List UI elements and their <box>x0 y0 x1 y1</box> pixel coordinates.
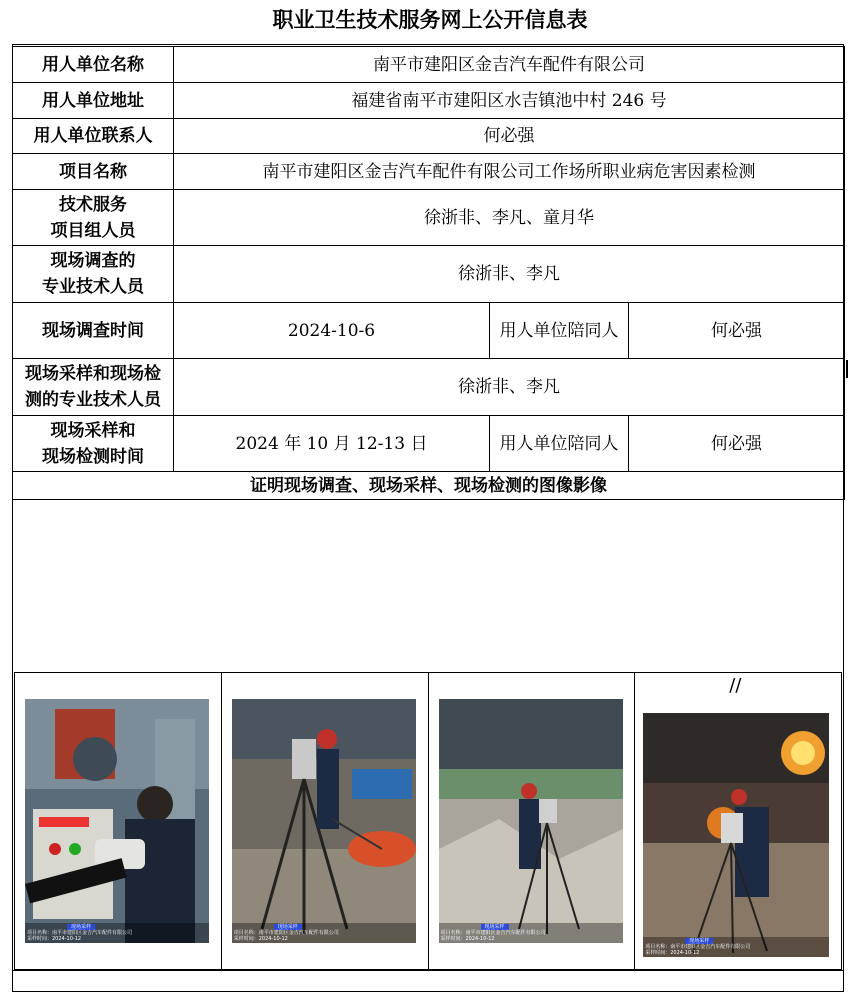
photo-cell-3 <box>429 673 636 969</box>
photo-3-tag: 现场采样 <box>481 924 509 930</box>
survey-staff-value: 徐浙非、李凡 <box>174 246 845 303</box>
photo-3-graphic <box>439 699 623 943</box>
photo-3-caption <box>439 923 623 943</box>
photo-4-caption-line2: 采样时间：2024-10-12 <box>645 950 700 956</box>
unit-contact-label: 用人单位联系人 <box>13 119 174 154</box>
survey-accompany-value: 何必强 <box>629 303 845 359</box>
images-header: 证明现场调查、现场采样、现场检测的图像影像 <box>13 472 845 500</box>
photo-2-caption-line2: 采样时间：2024-10-12 <box>233 936 288 942</box>
photo-3-caption-line2: 采样时间：2024-10-12 <box>440 936 495 942</box>
row-project-name <box>13 154 845 190</box>
team-value: 徐浙非、李凡、童月华 <box>174 190 845 246</box>
project-name-label: 项目名称 <box>13 154 174 190</box>
photo-1-caption-line2: 采样时间：2024-10-12 <box>27 936 82 942</box>
row-images-header <box>13 472 845 500</box>
survey-staff-label-line1: 现场调查的 <box>50 251 136 271</box>
photo-4-caption <box>643 937 829 957</box>
sampling-staff-value: 徐浙非、李凡 <box>174 359 845 416</box>
site-photo-2 <box>232 699 416 943</box>
unit-address-label: 用人单位地址 <box>13 83 174 119</box>
photo-4-caption-line1: 项目名称：南平市建阳区金吉汽车配件有限公司 <box>645 944 751 950</box>
row-unit-address <box>13 83 845 119</box>
team-label <box>13 190 174 246</box>
unit-contact-value: 何必强 <box>174 119 845 154</box>
photo-2-graphic <box>232 699 416 943</box>
page-title: 职业卫生技术服务网上公开信息表 <box>272 8 588 32</box>
team-label-line2: 项目组人员 <box>50 220 136 241</box>
row-unit-contact <box>13 119 845 154</box>
row-team <box>13 190 845 246</box>
survey-staff-label <box>13 246 174 303</box>
photo-1-tag: 现场采样 <box>67 924 95 930</box>
bottom-rule <box>12 970 844 971</box>
team-label-line1: 技术服务 <box>59 194 127 215</box>
photo-cell-1 <box>15 673 222 969</box>
info-table <box>12 46 845 500</box>
photo-4-tag: 现场采样 <box>685 938 713 944</box>
sampling-time-label <box>13 416 174 472</box>
photo-1-caption-line1: 项目名称：南平市建阳区金吉汽车配件有限公司 <box>27 930 133 936</box>
photo-cell-2 <box>222 673 429 969</box>
sampling-time-label-line1: 现场采样和 <box>50 420 136 441</box>
sampling-staff-label <box>13 359 174 416</box>
unit-name-label: 用人单位名称 <box>13 47 174 83</box>
project-name-value: 南平市建阳区金吉汽车配件有限公司工作场所职业病危害因素检测 <box>174 154 845 190</box>
photo-1-graphic <box>25 699 209 943</box>
survey-time-label: 现场调查时间 <box>13 303 174 359</box>
sampling-accompany-label: 用人单位陪同人 <box>490 416 629 472</box>
blank-image-area <box>12 500 844 672</box>
site-photo-3 <box>439 699 623 943</box>
survey-time-value: 2024-10-6 <box>174 303 490 359</box>
row-sampling-time <box>13 416 845 472</box>
sampling-staff-label-line2: 测的专业技术人员 <box>25 390 161 410</box>
site-photo-1 <box>25 699 209 943</box>
site-photo-4 <box>643 713 829 957</box>
sampling-time-label-line2: 现场检测时间 <box>42 446 144 467</box>
row-unit-name <box>13 47 845 83</box>
unit-address-value: 福建省南平市建阳区水吉镇池中村 246 号 <box>174 83 845 119</box>
photo-2-caption-line1: 项目名称：南平市建阳区金吉汽车配件有限公司 <box>233 930 339 936</box>
row-survey-time <box>13 303 845 359</box>
sampling-staff-label-line1: 现场采样和现场检 <box>25 364 161 384</box>
photo-cell-4 <box>635 673 841 969</box>
photo-4-graphic <box>643 713 829 957</box>
sampling-time-value: 2024 年 10 月 12-13 日 <box>174 416 490 472</box>
photo-2-tag: 现场采样 <box>274 924 302 930</box>
photo-2-caption <box>232 923 416 943</box>
photo-strip <box>14 672 842 970</box>
sampling-accompany-value: 何必强 <box>629 416 845 472</box>
survey-staff-label-line2: 专业技术人员 <box>42 277 144 297</box>
photo-1-caption <box>25 923 209 943</box>
unit-name-value: 南平市建阳区金吉汽车配件有限公司 <box>174 47 845 83</box>
stray-mark: // <box>729 675 742 696</box>
row-survey-staff <box>13 246 845 303</box>
photo-3-caption-line1: 项目名称：南平市建阳区金吉汽车配件有限公司 <box>440 930 546 936</box>
text-cursor <box>846 360 848 378</box>
survey-accompany-label: 用人单位陪同人 <box>490 303 629 359</box>
row-sampling-staff <box>13 359 845 416</box>
